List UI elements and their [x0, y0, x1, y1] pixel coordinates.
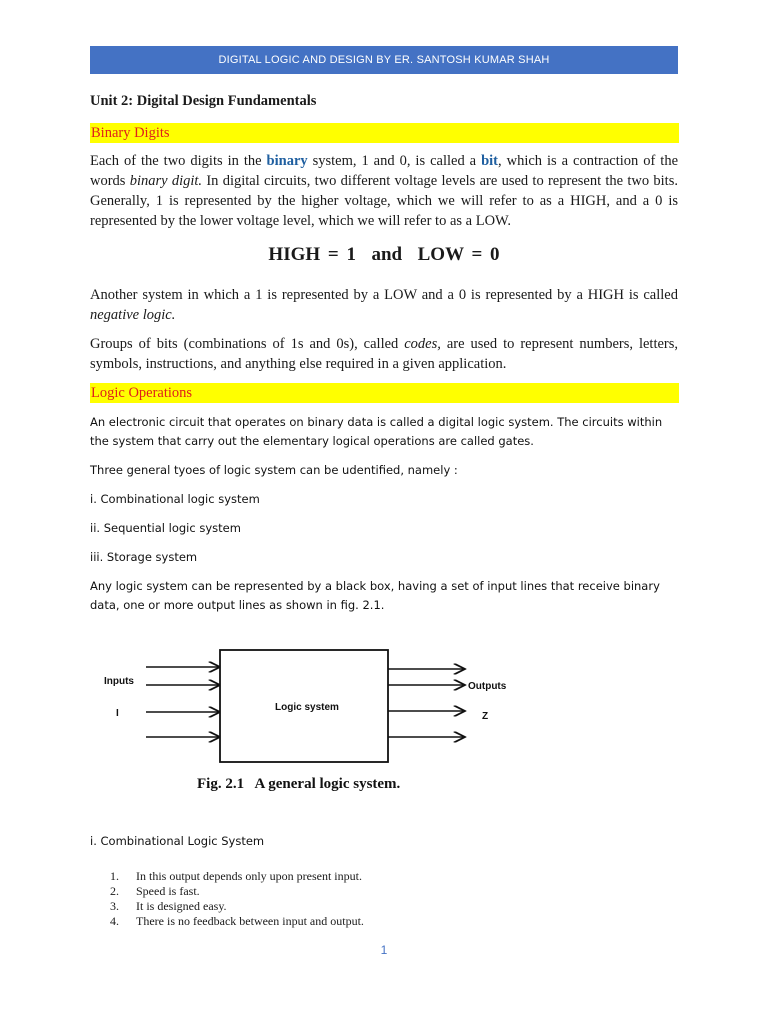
combinational-list [110, 869, 610, 929]
text-run: In digital circuits, two different voltage levels are used to represent the two bits. Generally, 1 is represented by the higher voltage, which we will refer to as a HIGH, and a 0 is represented by the lower voltage level, which we will refer to as a LOW. [90, 173, 678, 229]
list-text: It is designed easy. [136, 899, 227, 913]
type-item: iii. Storage system [90, 550, 198, 564]
text-run: Each of the two digits in the [90, 153, 267, 169]
inputs-symbol: I [116, 708, 119, 719]
type-item: ii. Sequential logic system [90, 521, 241, 535]
emphasis-binary-digit: binary digit. [129, 173, 203, 189]
text-run: , which is a contraction of the words [90, 153, 678, 189]
list-text: There is no feedback between input and output. [136, 914, 364, 928]
logic-system-paragraph: An electronic circuit that operates on binary data is called a digital logic system. The circuits within the system that carry out the elementary logical operations are called gates. [90, 415, 663, 448]
text-run: are used to represent numbers, letters, symbols, instructions, and anything else required in a given application. [90, 336, 678, 372]
list-number: 3. [110, 899, 119, 913]
keyword-bit: bit [481, 153, 498, 169]
keyword-binary: binary [266, 153, 308, 169]
logic-system-figure [90, 620, 530, 800]
header-title: DIGITAL LOGIC AND DESIGN BY ER. SANTOSH KUMAR SHAH [218, 54, 550, 66]
list-text: Speed is fast. [136, 884, 200, 898]
high-low-equation: HIGH = 1 and LOW = 0 [268, 244, 500, 265]
list-item [110, 914, 610, 929]
types-intro: Three general tyoes of logic system can be udentified, namely : [90, 463, 458, 477]
emphasis-codes: codes, [404, 336, 441, 352]
input-arrows [146, 667, 220, 737]
binary-digits-heading: Binary Digits [90, 123, 679, 143]
outputs-label: Outputs [468, 681, 507, 692]
logic-operations-heading: Logic Operations [90, 383, 679, 403]
list-item [110, 899, 610, 914]
output-arrows [388, 669, 465, 737]
list-number: 2. [110, 884, 119, 898]
text-run: Another system in which a 1 is represented by a LOW and a 0 is represented by a HIGH is called [90, 287, 678, 303]
page-header [90, 46, 678, 74]
negative-logic-paragraph [90, 285, 678, 325]
list-number: 1. [110, 869, 119, 883]
outputs-symbol: Z [482, 711, 489, 722]
text-run: Groups of bits (combinations of 1s and 0s), called [90, 336, 405, 352]
combinational-heading: i. Combinational Logic System [90, 834, 265, 848]
list-number: 4. [110, 914, 119, 928]
codes-paragraph [90, 334, 678, 374]
list-item [110, 869, 610, 884]
type-item: i. Combinational logic system [90, 492, 260, 506]
binary-paragraph [90, 151, 678, 231]
list-text: In this output depends only upon present input. [136, 869, 362, 883]
page-number: 1 [380, 943, 388, 957]
figure-caption: Fig. 2.1 A general logic system. [197, 776, 401, 792]
emphasis-negative-logic: negative logic. [90, 307, 176, 323]
unit-title: Unit 2: Digital Design Fundamentals [90, 93, 317, 109]
inputs-label: Inputs [104, 676, 134, 687]
black-box-paragraph: Any logic system can be represented by a black box, having a set of input lines that receive binary data, one or more output lines as shown in fig. 2.1. [90, 579, 660, 612]
text-run: system, 1 and 0, is called a [307, 153, 482, 169]
list-item [110, 884, 610, 899]
logic-box-label: Logic system [275, 702, 339, 713]
